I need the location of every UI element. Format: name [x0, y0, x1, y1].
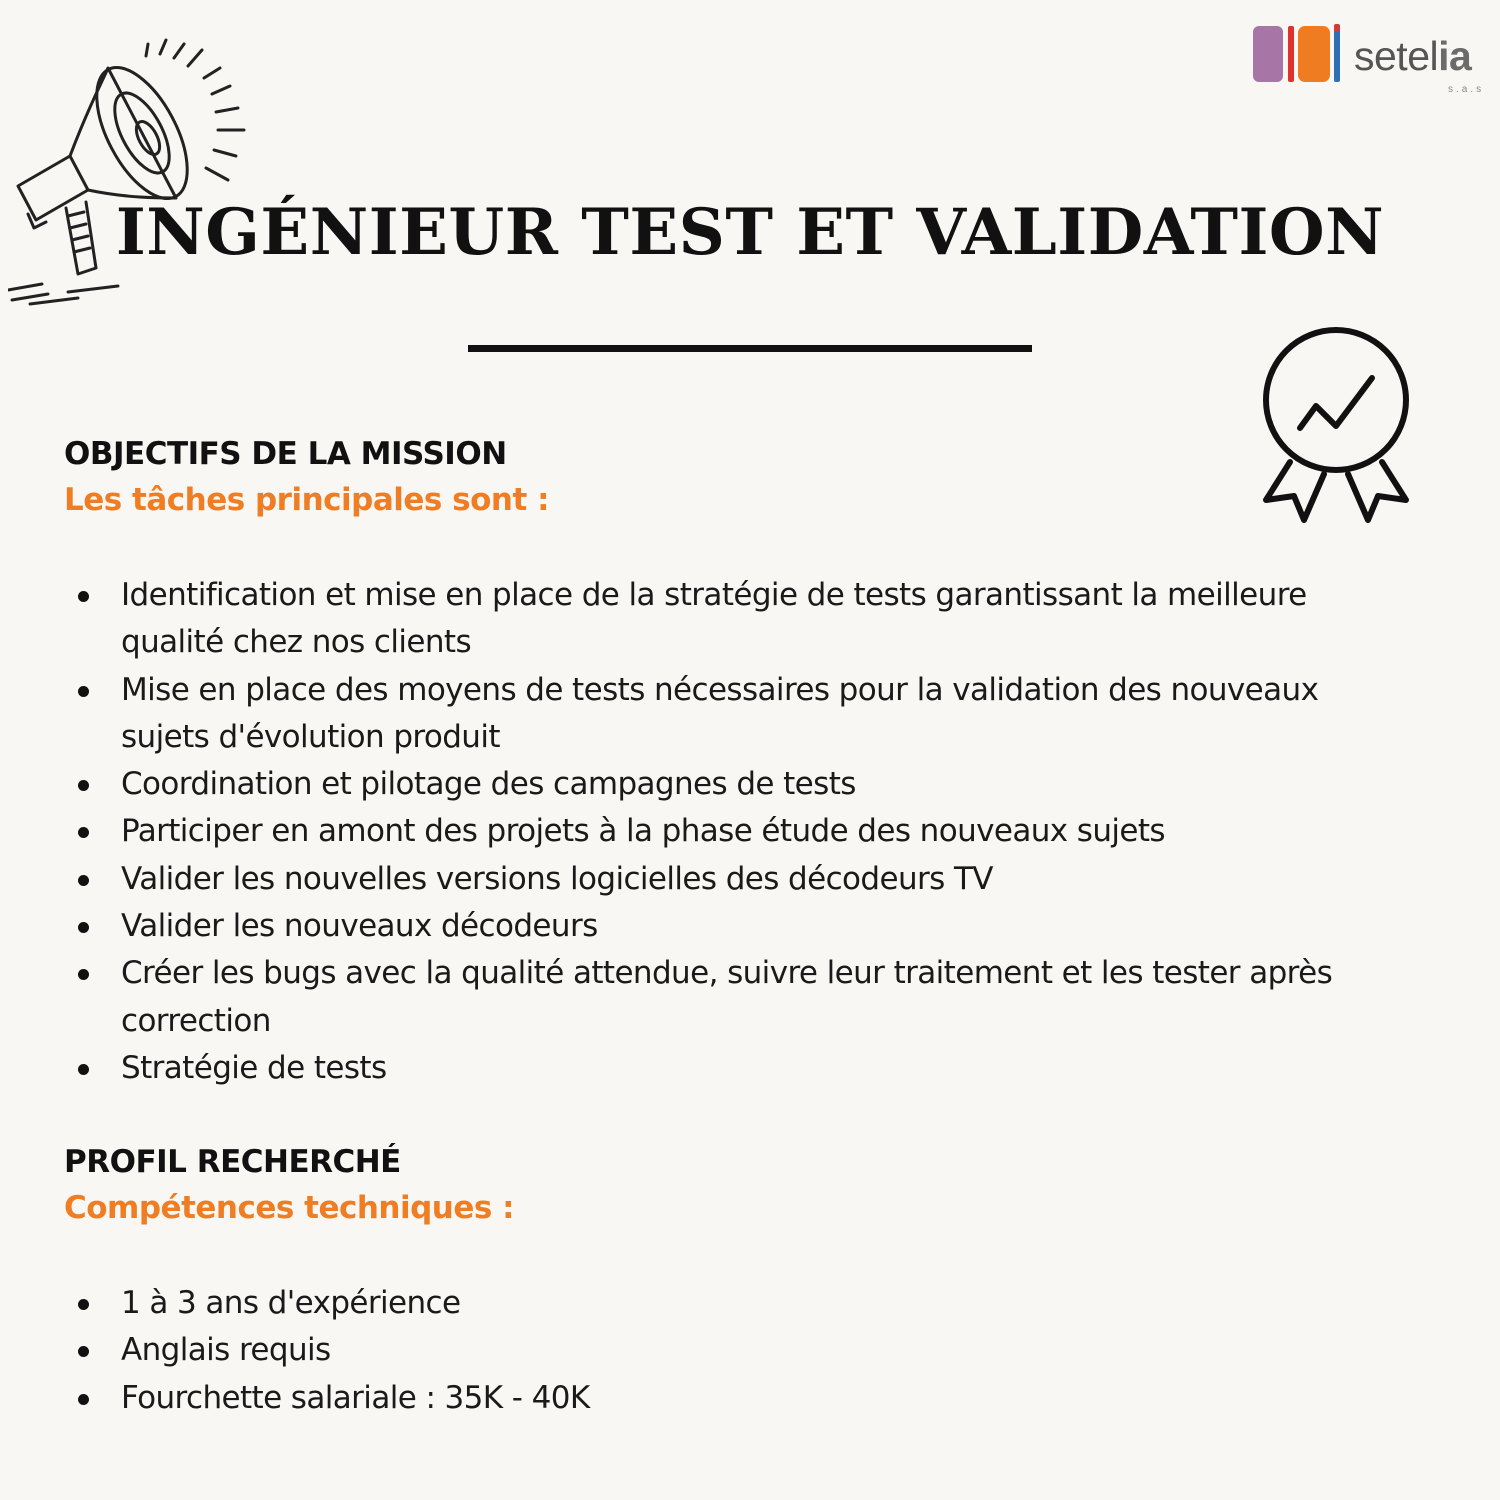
mission-subheading: Les tâches principales sont :	[64, 482, 549, 518]
list-item: Valider les nouvelles versions logicielles des décodeurs TV	[64, 856, 1384, 903]
setelia-logo	[1250, 22, 1486, 96]
logo-bars-icon	[1250, 24, 1360, 84]
logo-word-main: setel	[1354, 33, 1439, 79]
logo-wordmark	[1354, 33, 1472, 79]
page-title: INGÉNIEUR TEST ET VALIDATION	[115, 195, 1385, 270]
list-item: Participer en amont des projets à la phase étude des nouveaux sujets	[64, 808, 1384, 855]
profile-section	[64, 1139, 1444, 1231]
list-item: Stratégie de tests	[64, 1045, 1384, 1092]
logo-suffix: s.a.s	[1448, 84, 1485, 95]
profile-skill-list	[64, 1280, 1384, 1422]
profile-heading: PROFIL RECHERCHÉ	[64, 1144, 401, 1180]
profile-subheading: Compétences techniques :	[64, 1190, 515, 1226]
list-item: Valider les nouveaux décodeurs	[64, 903, 1384, 950]
mission-heading: OBJECTIFS DE LA MISSION	[64, 436, 507, 472]
list-item: Identification et mise en place de la stratégie de tests garantissant la meilleure qualité chez nos clients	[64, 572, 1384, 667]
title-divider	[468, 345, 1032, 352]
list-item: Fourchette salariale : 35K - 40K	[64, 1375, 1384, 1422]
list-item: Créer les bugs avec la qualité attendue, suivre leur traitement et les tester après correction	[64, 950, 1384, 1045]
list-item: Anglais requis	[64, 1327, 1384, 1374]
list-item: 1 à 3 ans d'expérience	[64, 1280, 1384, 1327]
mission-section	[64, 431, 1444, 523]
list-item: Coordination et pilotage des campagnes de tests	[64, 761, 1384, 808]
list-item: Mise en place des moyens de tests nécessaires pour la validation des nouveaux sujets d'évolution produit	[64, 667, 1384, 762]
logo-word-accent: ia	[1438, 33, 1472, 79]
mission-task-list	[64, 572, 1384, 1092]
